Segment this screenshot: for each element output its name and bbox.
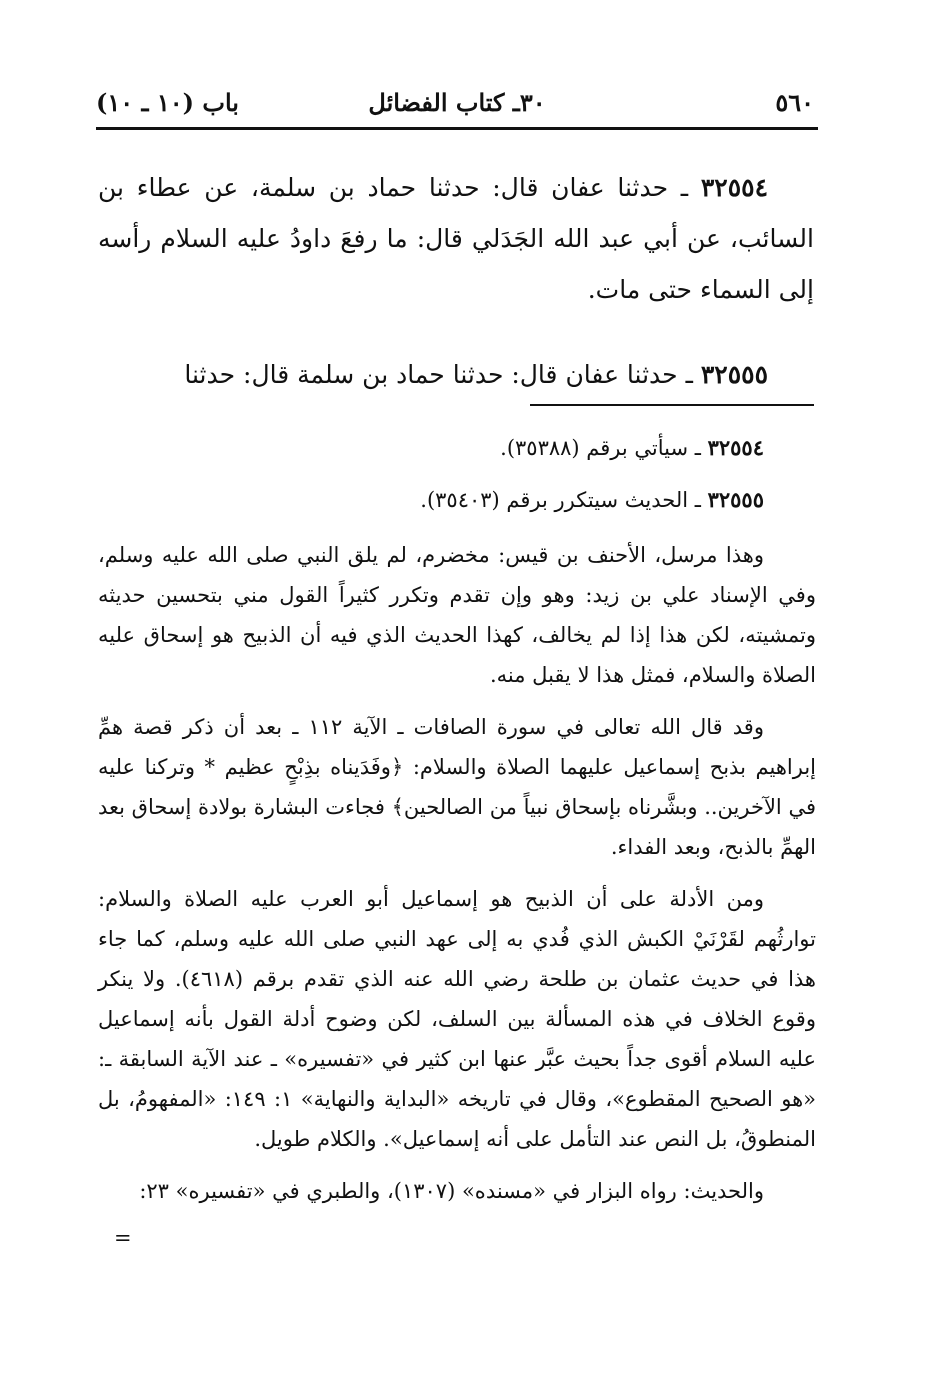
hadith-32555 [98,349,814,400]
footnote-number: ٣٢٥٥٥ [707,487,764,512]
footnote-paragraph: وهذا مرسل، الأحنف بن قيس: مخضرم، لم يلق النبي صلى الله عليه وسلم، وفي الإسناد علي بن زيد: وهو وإن تقدم وتكرر كثيراً القول مني بتحسين حديثه وتمشيته، لكن هذا إذا لم يخالف، كهذا الحديث الذي فيه أن الذبيح هو إسحاق عليه الصلاة والسلام، فمثل هذا لا يقبل منه. [98,543,816,687]
footnote-paragraph: وقد قال الله تعالى في سورة الصافات ـ الآية ١١٢ ـ بعد أن ذكر قصة همِّ إبراهيم بذبح إسماعيل عليهما الصلاة والسلام: ﴿وفَدَيناه بذِبْحٍ عظيم * وتركنا عليه في الآخرين.. وبشَّرناه بإسحاق نبياً من الصالحين﴾ فجاءت البشارة بولادة إسحاق بعد الهمِّ بالذبح، وبعد الفداء. [98,715,816,859]
footnote-ref [98,425,816,471]
footnote-divider [530,404,814,406]
running-head [96,88,818,124]
chapter-label: باب (١٠ ـ ١٠) [96,88,239,117]
footnotes [98,425,816,1253]
hadith-number: ٣٢٥٥٤ [700,173,768,202]
footnote-paragraph: ومن الأدلة على أن الذبيح هو إسماعيل أبو العرب عليه الصلاة والسلام: توارثُهم لقَرْنَيْ الكبش الذي فُدي به إلى عهد النبي صلى الله عليه وسلم، كما جاء هذا في حديث عثمان بن طلحة رضي الله عنه الذي تقدم برقم (٤٦١٨). ولا ينكر وقوع الخلاف في هذه المسألة بين السلف، لكن وضوح أدلة القول بأنه إسماعيل عليه السلام أقوى جداً بحيث عبَّر عنها ابن كثير في «تفسيره» ـ عند الآية السابقة ـ: «هو الصحيح المقطوع»، وقال في تاريخه «البداية والنهاية» ١: ١٤٩: «المفهومُ، بل المنطوقُ، بل النص عند التأمل على أنه إسماعيل». والكلام طويل. [98,887,816,1151]
footnote-paragraph: والحديث: رواه البزار في «مسنده» (١٣٠٧)، والطبري في «تفسيره» ٢٣: [139,1179,764,1203]
footnote-text: ـ سيأتي برقم (٣٥٣٨٨). [500,436,708,460]
footnote-number: ٣٢٥٥٤ [707,435,764,460]
footnote-ref [98,477,816,523]
main-text [98,162,814,434]
hadith-text: ـ حدثنا عفان قال: حدثنا حماد بن سلمة قال: حدثنا [184,360,701,389]
page-number: ٥٦٠ [775,88,814,117]
footnote-text: ـ الحديث سيتكرر برقم (٣٥٤٠٣). [420,488,708,512]
hadith-text: ـ حدثنا عفان قال: حدثنا حماد بن سلمة، عن عطاء بن السائب، عن أبي عبد الله الجَدَلي قال: ما رفعَ داودُ عليه السلام رأسه إلى السماء حتى مات. [98,173,814,304]
continuation-mark: = [114,1226,132,1250]
header-divider [96,127,818,130]
hadith-32554 [98,162,814,315]
hadith-number: ٣٢٥٥٥ [700,360,768,389]
book-title: ٣٠ـ كتاب الفضائل [368,88,546,117]
